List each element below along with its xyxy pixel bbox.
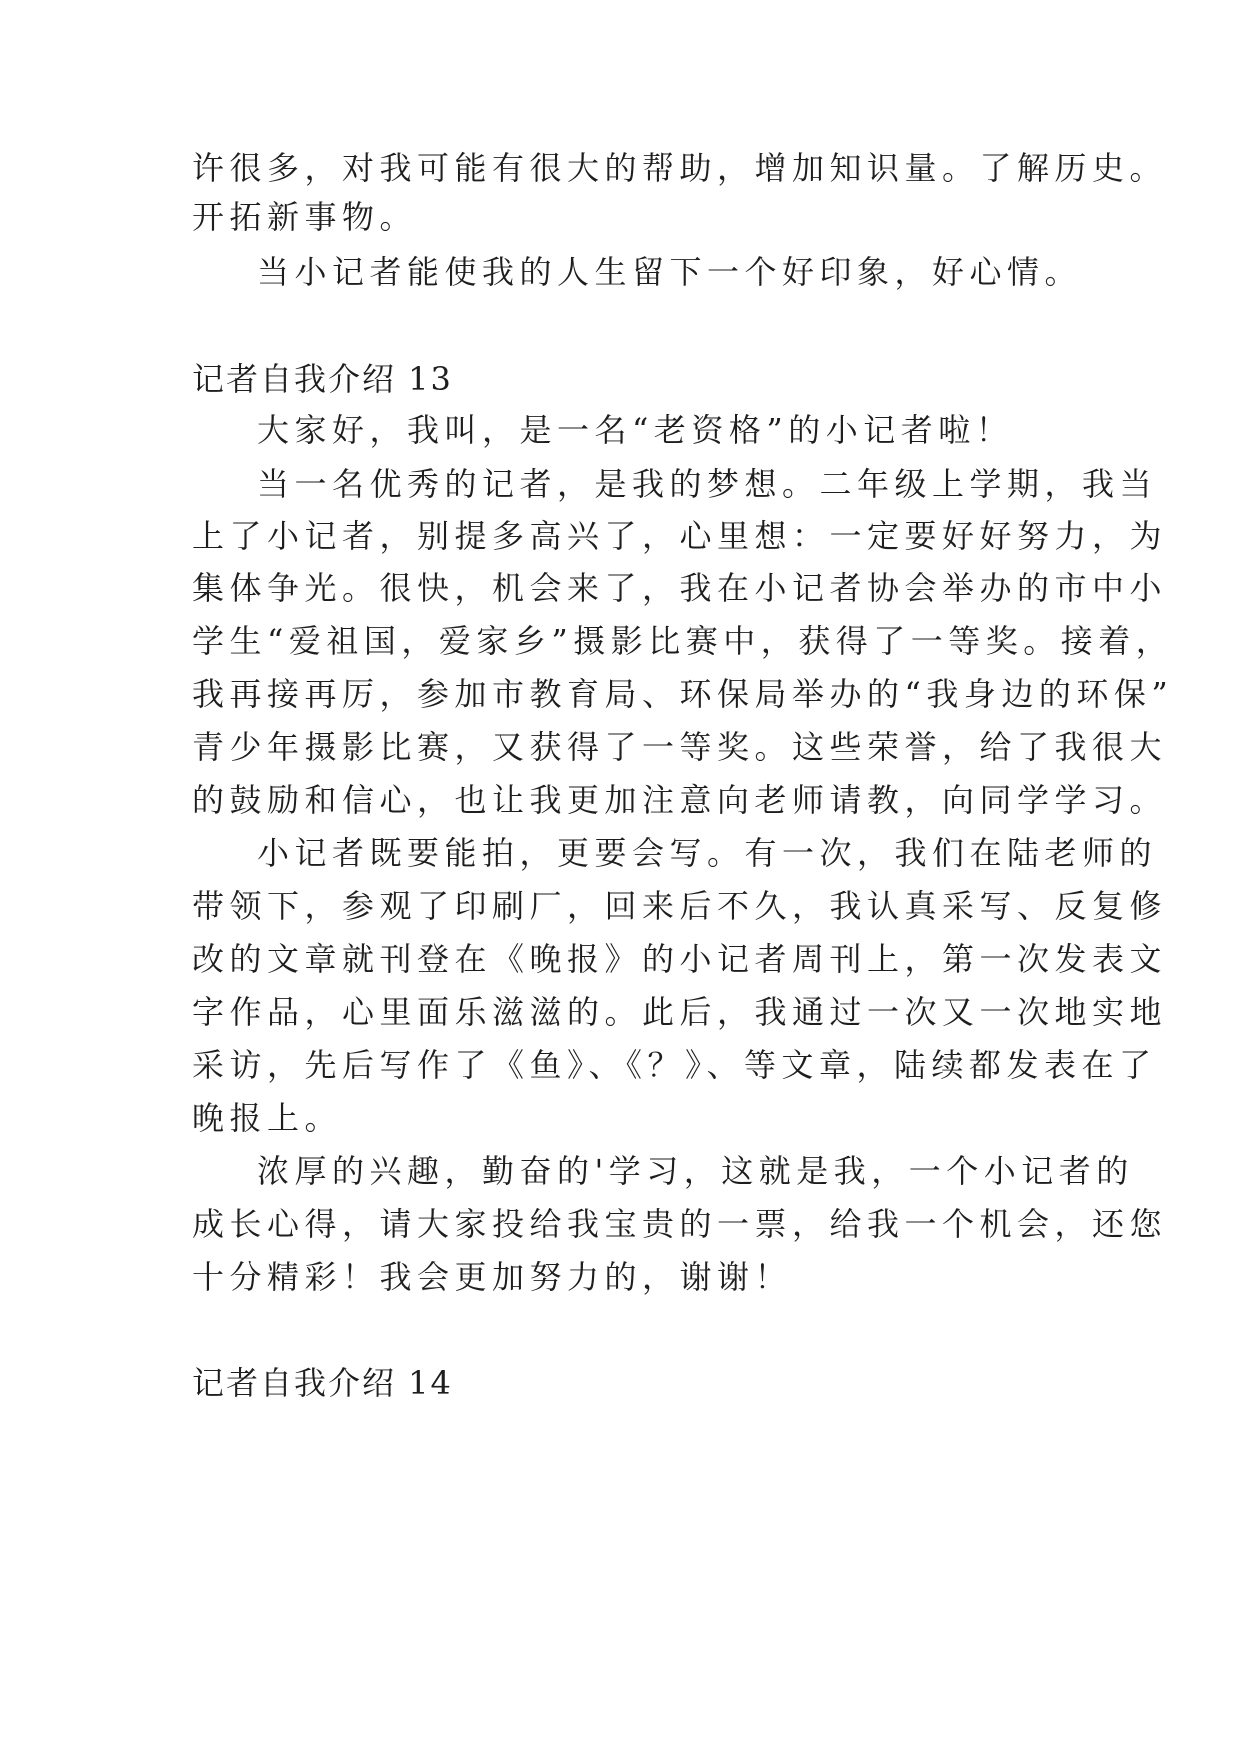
paragraph-line: 许很多，对我可能有很大的帮助，增加知识量。了解历史。 bbox=[192, 149, 1168, 187]
paragraph-line: 浓厚的兴趣，勤奋的'学习，这就是我，一个小记者的 bbox=[257, 1152, 1134, 1190]
paragraph-line: 晚报上。 bbox=[192, 1099, 343, 1137]
paragraph-line: 大家好，我叫，是一名“老资格”的小记者啦！ bbox=[257, 411, 1014, 449]
paragraph-line: 集体争光。很快，机会来了，我在小记者协会举办的市中小 bbox=[192, 569, 1168, 607]
paragraph-line: 青少年摄影比赛，又获得了一等奖。这些荣誉，给了我很大 bbox=[192, 728, 1168, 766]
paragraph-line: 字作品，心里面乐滋滋的。此后，我通过一次又一次地实地 bbox=[192, 993, 1168, 1031]
section-heading: 记者自我介绍 14 bbox=[192, 1364, 453, 1402]
paragraph-line: 开拓新事物。 bbox=[192, 198, 418, 236]
section-heading: 记者自我介绍 13 bbox=[192, 360, 453, 398]
paragraph-line: 带领下，参观了印刷厂，回来后不久，我认真采写、反复修 bbox=[192, 887, 1168, 925]
paragraph-line: 学生“爱祖国，爱家乡”摄影比赛中，获得了一等奖。接着， bbox=[192, 622, 1174, 660]
paragraph-line: 上了小记者，别提多高兴了，心里想：一定要好好努力，为 bbox=[192, 517, 1168, 555]
paragraph-line: 小记者既要能拍，更要会写。有一次，我们在陆老师的 bbox=[257, 834, 1158, 872]
paragraph-line: 当小记者能使我的人生留下一个好印象，好心情。 bbox=[257, 253, 1083, 291]
paragraph-line: 我再接再厉，参加市教育局、环保局举办的“我身边的环保” bbox=[192, 675, 1174, 713]
paragraph-line: 成长心得，请大家投给我宝贵的一票，给我一个机会，还您 bbox=[192, 1205, 1168, 1243]
paragraph-line: 的鼓励和信心，也让我更加注意向老师请教，向同学学习。 bbox=[192, 781, 1168, 819]
paragraph-line: 当一名优秀的记者，是我的梦想。二年级上学期，我当 bbox=[257, 465, 1158, 503]
paragraph-line: 采访，先后写作了《鱼》、《？》、等文章，陆续都发表在了 bbox=[192, 1046, 1157, 1084]
paragraph-line: 改的文章就刊登在《晚报》的小记者周刊上，第一次发表文 bbox=[192, 940, 1168, 978]
paragraph-line: 十分精彩！我会更加努力的，谢谢！ bbox=[192, 1258, 793, 1296]
